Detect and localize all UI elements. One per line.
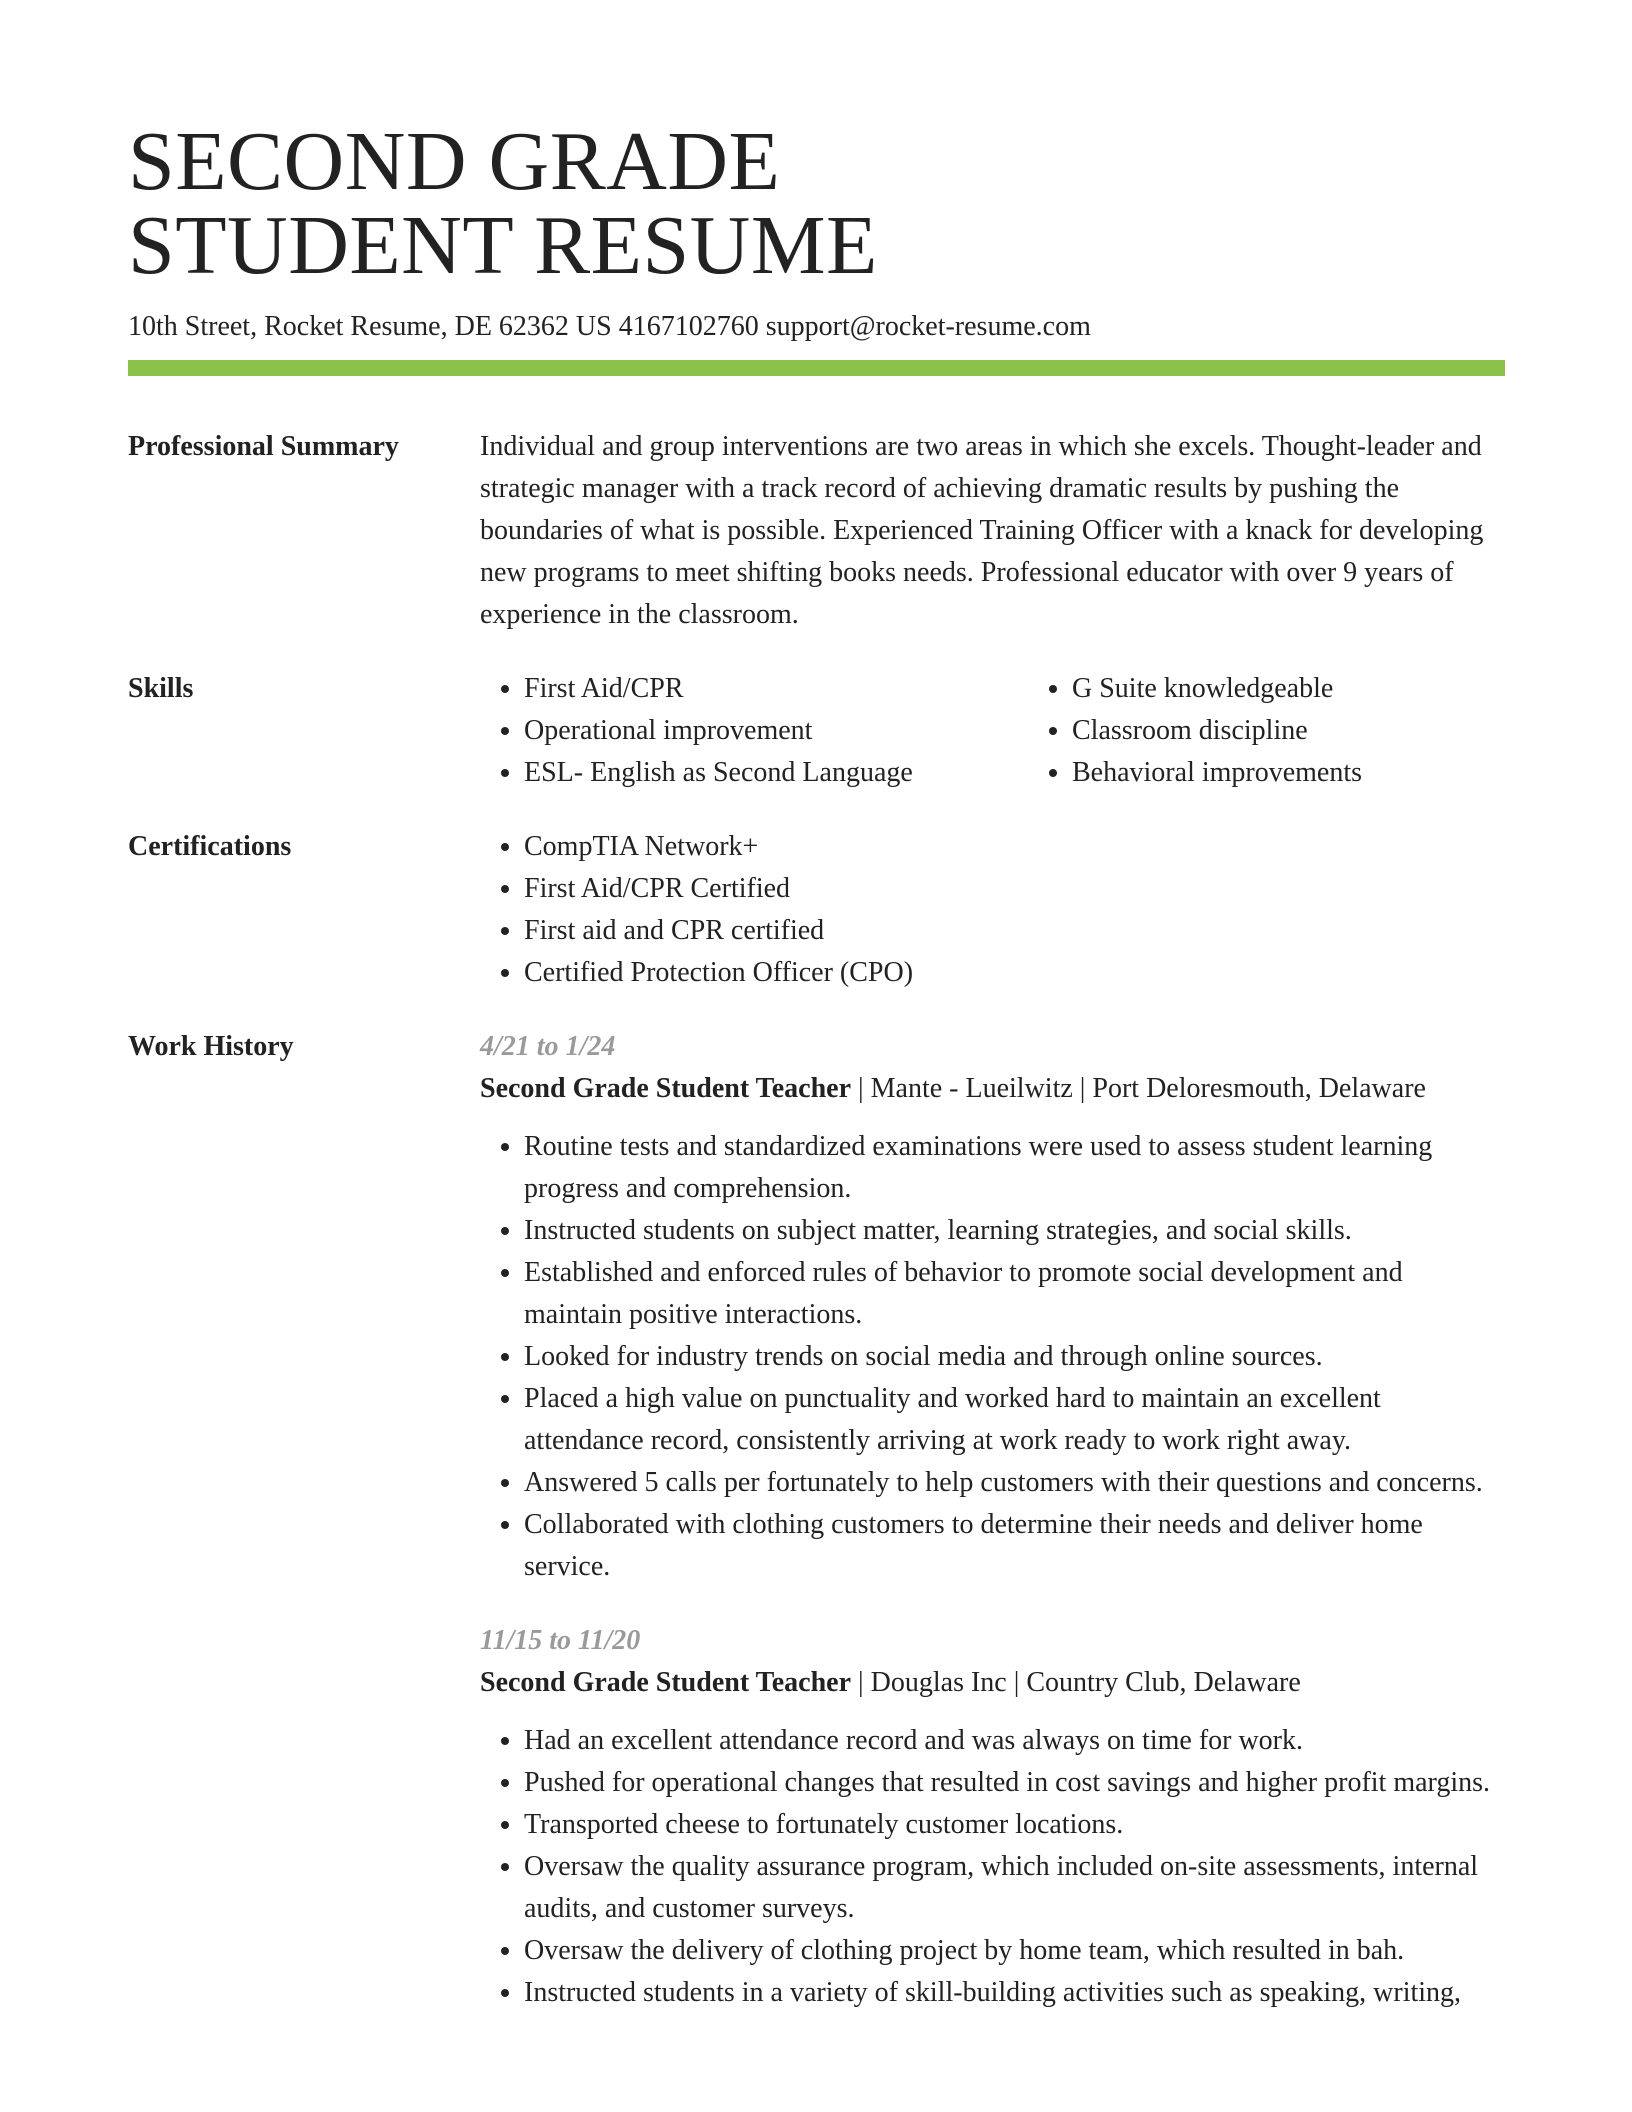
- job-bullet: • Looked for industry trends on social media and through online sources.: [524, 1336, 1505, 1378]
- job-entry: [480, 1026, 1505, 1588]
- resume-page: [128, 115, 1505, 2014]
- job-bullet: • Pushed for operational changes that resulted in cost savings and higher profit margins.: [524, 1762, 1505, 1804]
- section-label-certifications: Certifications: [128, 831, 292, 862]
- job-dates: 4/21 to 1/24: [480, 1031, 616, 1062]
- resume-header: [128, 115, 1505, 376]
- job-bullet: • Placed a high value on punctuality and worked hard to maintain an excellent attendance record, consistently arriving at work ready to work right away.: [524, 1378, 1505, 1462]
- certification-item: • First aid and CPR certified: [524, 910, 1505, 952]
- skill-item: • Classroom discipline: [1072, 710, 1576, 752]
- job-title: Second Grade Student Teacher: [480, 1667, 852, 1698]
- job-entry: [480, 1620, 1505, 2014]
- job-bullet: • Transported cheese to fortunately customer locations.: [524, 1804, 1505, 1846]
- skill-item: • G Suite knowledgeable: [1072, 668, 1576, 710]
- skill-item: • First Aid/CPR: [524, 668, 1028, 710]
- job-employer-location: | Douglas Inc | Country Club, Delaware: [851, 1667, 1301, 1698]
- contact-email: support@rocket-resume.com: [765, 311, 1091, 342]
- header-accent-rule: [128, 360, 1505, 376]
- contact-phone: 4167102760: [618, 311, 759, 342]
- certification-item: • First Aid/CPR Certified: [524, 868, 1505, 910]
- section-label-work-history: Work History: [128, 1031, 294, 1062]
- work-history-section: [128, 1026, 1505, 2014]
- work-history-body: [480, 1026, 1505, 2014]
- contact-address: 10th Street, Rocket Resume, DE 62362 US: [128, 311, 612, 342]
- job-bullet: • Oversaw the delivery of clothing project by home team, which resulted in bah.: [524, 1930, 1505, 1972]
- section-label-summary: Professional Summary: [128, 431, 399, 462]
- job-bullet-list: [480, 1720, 1505, 2014]
- job-bullet: • Established and enforced rules of behavior to promote social development and maintain positive interactions.: [524, 1252, 1505, 1336]
- job-bullet: • Had an excellent attendance record and was always on time for work.: [524, 1720, 1505, 1762]
- title-line-2: STUDENT RESUME: [128, 199, 878, 292]
- job-bullet: • Answered 5 calls per fortunately to help customers with their questions and concerns.: [524, 1462, 1505, 1504]
- skill-item: • Behavioral improvements: [1072, 752, 1576, 794]
- skills-list-left: [480, 668, 1028, 794]
- contact-info: [128, 310, 1505, 344]
- section-label-skills: Skills: [128, 673, 194, 704]
- certification-item: • Certified Protection Officer (CPO): [524, 952, 1505, 994]
- job-bullet: • Oversaw the quality assurance program, which included on-site assessments, internal audits, and customer surveys.: [524, 1846, 1505, 1930]
- skill-item: • Operational improvement: [524, 710, 1028, 752]
- title-line-1: SECOND GRADE: [128, 115, 781, 208]
- job-bullet: • Instructed students on subject matter, learning strategies, and social skills.: [524, 1210, 1505, 1252]
- certifications-section: [128, 826, 1505, 994]
- job-title: Second Grade Student Teacher: [480, 1073, 852, 1104]
- skill-item: • ESL- English as Second Language: [524, 752, 1028, 794]
- certification-item: • CompTIA Network+: [524, 826, 1505, 868]
- skills-body: [480, 668, 1576, 794]
- job-heading: [480, 1662, 1505, 1704]
- certifications-list: [480, 826, 1505, 994]
- certifications-body: [480, 826, 1505, 994]
- job-heading: [480, 1068, 1505, 1110]
- skills-section: [128, 668, 1505, 794]
- resume-title: [128, 115, 1505, 292]
- summary-body: [480, 426, 1505, 636]
- job-bullet-list: [480, 1126, 1505, 1588]
- job-bullet: • Collaborated with clothing customers to determine their needs and deliver home service.: [524, 1504, 1505, 1588]
- job-dates: 11/15 to 11/20: [480, 1625, 641, 1656]
- job-employer-location: | Mante - Lueilwitz | Port Deloresmouth, Delaware: [851, 1073, 1426, 1104]
- professional-summary-section: [128, 426, 1505, 636]
- summary-text: Individual and group interventions are two areas in which she excels. Thought-leader and strategic manager with a track record of achieving dramatic results by pushing the boundaries of what is possible. Experienced Training Officer with a knack for developing new programs to meet shifting books needs. Professional educator with over 9 years of experience in the classroom.: [480, 431, 1484, 630]
- skills-list-right: [1028, 668, 1576, 794]
- job-bullet: • Instructed students in a variety of skill-building activities such as speaking, writing,: [524, 1972, 1505, 2014]
- job-bullet: • Routine tests and standardized examinations were used to assess student learning progress and comprehension.: [524, 1126, 1505, 1210]
